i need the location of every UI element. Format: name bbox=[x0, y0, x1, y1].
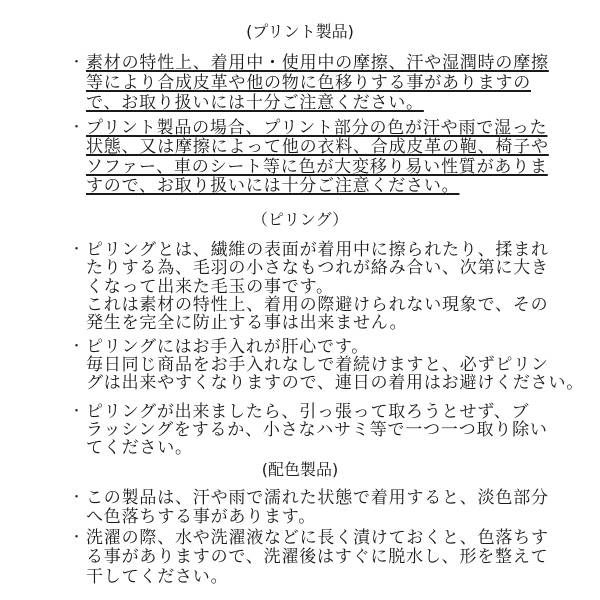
text-line: これは素材の特性上、着用の際避けられない現象で、その bbox=[86, 295, 549, 315]
text-line: 素材の特性上、着用中・使用中の摩擦、汗や湿潤時の摩擦 bbox=[86, 53, 549, 73]
text-line: ピリングにはお手入れが肝心です。 bbox=[86, 337, 370, 357]
text-line: る事がありますので、洗濯後はすぐに脱水し、形を整えて bbox=[86, 547, 549, 567]
list-item bbox=[70, 489, 549, 507]
list-item bbox=[70, 241, 549, 259]
text-line: グは出来やすくなりますので、連日の着用はお避けください。 bbox=[86, 373, 585, 393]
bullet: ・ bbox=[70, 530, 84, 545]
text-line: 洗濯の際、水や洗濯液などに長く漬けておくと、色落ちす bbox=[86, 528, 549, 548]
list-item bbox=[70, 338, 369, 356]
text-line: ソファー、車のシート等に色が大変移り易い性質がありま bbox=[86, 157, 548, 177]
text-line: すので、お取り扱いには十分ご注意ください。 bbox=[86, 176, 460, 196]
bullet: ・ bbox=[70, 404, 84, 419]
list-item bbox=[70, 529, 549, 547]
text-line: たりする為、毛羽の小さなもつれが絡み合い、次第に大き bbox=[86, 258, 549, 278]
text-line: で、お取り扱いには十分ご注意ください。 bbox=[86, 93, 424, 113]
list-item bbox=[70, 403, 529, 421]
bullet: ・ bbox=[70, 339, 84, 354]
text-line: 干してください。 bbox=[86, 567, 229, 587]
section-heading-pilling: （ピリング） bbox=[251, 210, 349, 229]
list-item bbox=[70, 54, 549, 72]
text-line: ピリングとは、繊維の表面が着用中に擦られたり、揉まれ bbox=[86, 240, 549, 260]
list-item bbox=[70, 119, 547, 137]
text-line: へ色落ちする事があります。 bbox=[86, 507, 317, 527]
bullet: ・ bbox=[70, 120, 84, 135]
bullet: ・ bbox=[70, 242, 84, 257]
bullet: ・ bbox=[70, 490, 84, 505]
text-line: この製品は、汗や雨で濡れた状態で着用すると、淡色部分 bbox=[86, 488, 549, 508]
text-line: ラッシングをするか、小さなハサミ等で一つ一つ取り除い bbox=[86, 420, 548, 440]
text-line: 等により合成皮革や他の物に色移りする事がありますの bbox=[86, 73, 531, 93]
text-line: ピリングが出来ましたら、引っ張って取ろうとせず、ブ bbox=[86, 402, 530, 422]
text-line: 毎日同じ商品をお手入れなしで着続けますと、必ずピリン bbox=[86, 355, 549, 375]
section-heading-color-scheme: (配色製品) bbox=[261, 460, 339, 479]
text-line: てください。 bbox=[86, 438, 193, 458]
section-heading-print: (プリント製品) bbox=[246, 22, 354, 41]
text-line: 状態、又は摩擦によって他の衣料、合成皮革の鞄、椅子や bbox=[86, 137, 549, 157]
text-line: 発生を完全に防止する事は出来ません。 bbox=[86, 313, 408, 333]
bullet: ・ bbox=[70, 55, 84, 70]
text-line: くなって出来た毛玉の事です。 bbox=[86, 277, 334, 297]
text-line: プリント製品の場合、プリント部分の色が汗や雨で湿った bbox=[86, 118, 548, 138]
